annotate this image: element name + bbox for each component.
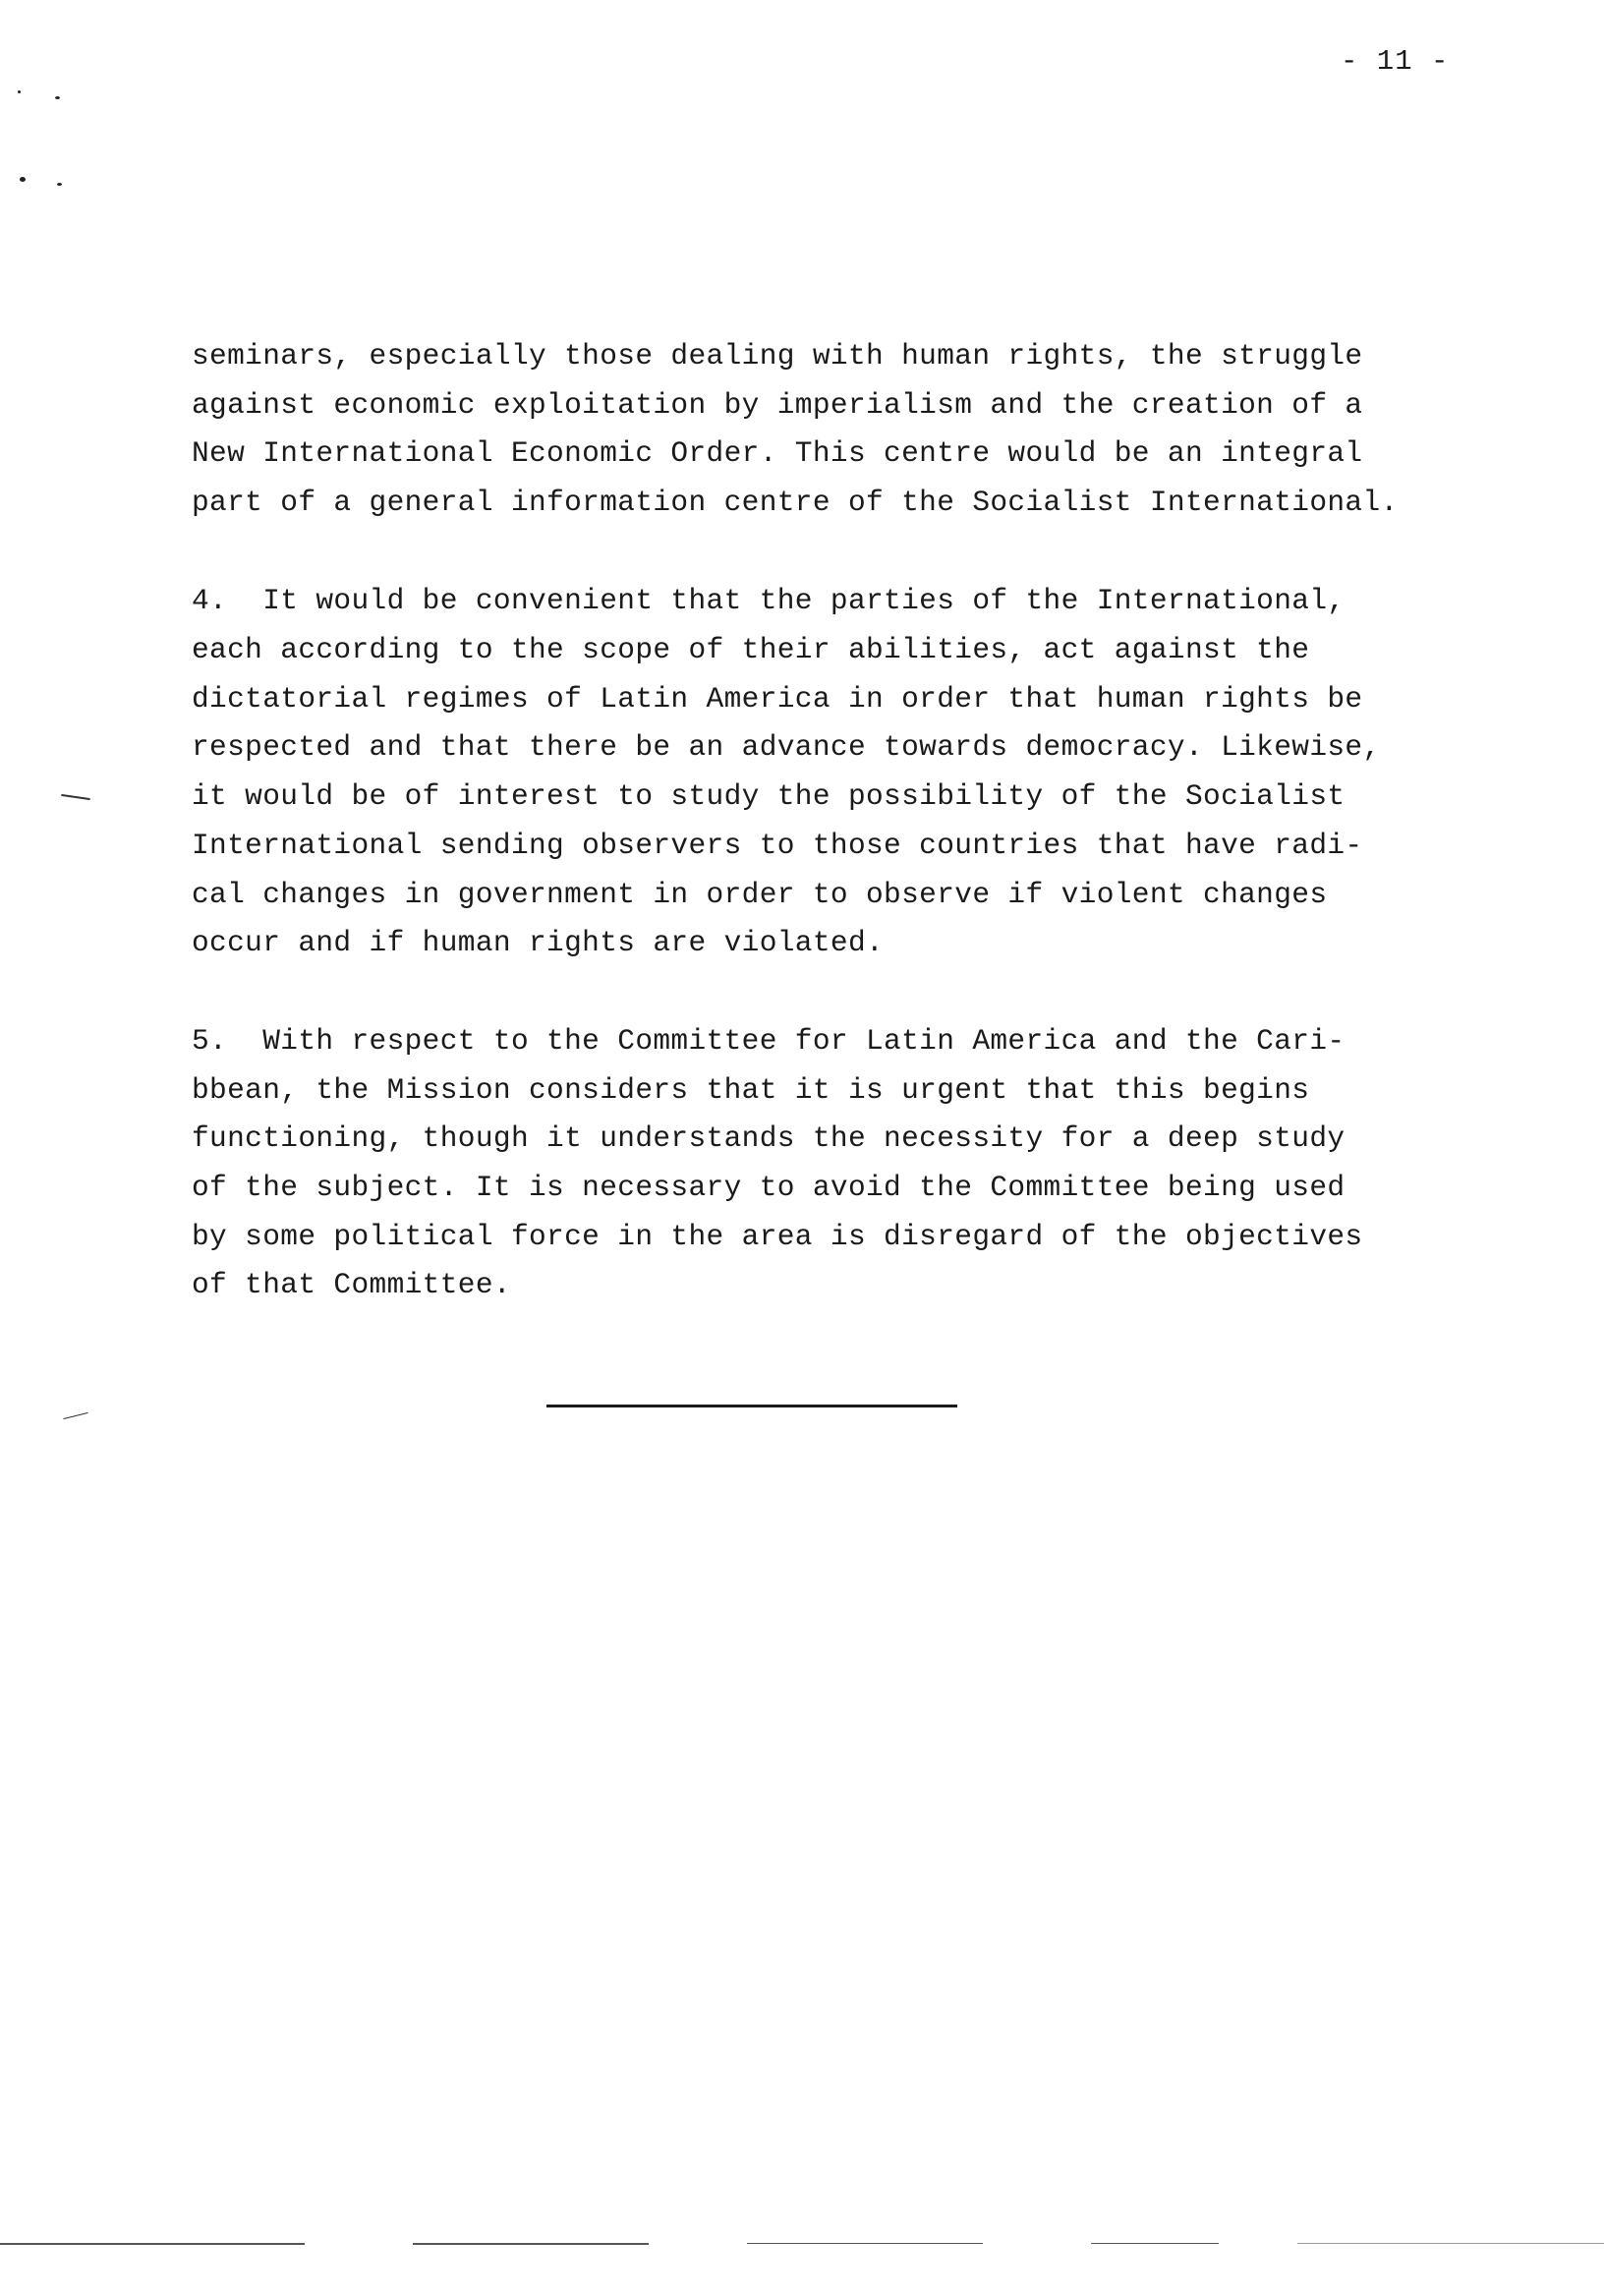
- text-line: against economic exploitation by imperialism and the creation of a: [192, 388, 1363, 422]
- text-line: bbean, the Mission considers that it is urgent that this begins: [192, 1073, 1310, 1107]
- text-line: each according to the scope of their abilities, act against the: [192, 633, 1310, 666]
- text-line: 4. It would be convenient that the parties of the International,: [192, 584, 1346, 617]
- end-rule: [546, 1405, 957, 1407]
- scan-edge: [1091, 2243, 1219, 2244]
- text-line: dictatorial regimes of Latin America in order that human rights be: [192, 682, 1363, 716]
- text-line: it would be of interest to study the possibility of the Socialist: [192, 779, 1346, 813]
- margin-mark: [61, 794, 90, 800]
- scan-speck: [20, 177, 26, 182]
- scan-speck: [18, 90, 21, 93]
- text-line: cal changes in government in order to observe if violent changes: [192, 878, 1328, 911]
- text-line: New International Economic Order. This centre would be an integral: [192, 436, 1363, 470]
- scan-edge: [747, 2243, 983, 2244]
- text-line: occur and if human rights are violated.: [192, 926, 885, 959]
- scan-edge: [1297, 2243, 1604, 2244]
- scan-edge: [413, 2243, 649, 2245]
- text-line: of that Committee.: [192, 1268, 511, 1301]
- margin-mark: [63, 1412, 87, 1419]
- text-line: 5. With respect to the Committee for Latin America and the Cari-: [192, 1024, 1346, 1058]
- scan-edge: [0, 2243, 305, 2245]
- page-number: - 11 -: [1341, 45, 1450, 78]
- text-line: respected and that there be an advance towards democracy. Likewise,: [192, 730, 1381, 764]
- scan-speck: [57, 183, 62, 186]
- text-line: of the subject. It is necessary to avoid the Committee being used: [192, 1171, 1346, 1204]
- text-line: functioning, though it understands the necessity for a deep study: [192, 1121, 1346, 1155]
- text-line: by some political force in the area is disregard of the objectives: [192, 1220, 1363, 1253]
- scan-speck: [55, 96, 60, 99]
- text-line: International sending observers to those countries that have radi-: [192, 829, 1363, 862]
- text-line: seminars, especially those dealing with human rights, the struggle: [192, 339, 1363, 373]
- text-line: part of a general information centre of the Socialist International.: [192, 486, 1399, 519]
